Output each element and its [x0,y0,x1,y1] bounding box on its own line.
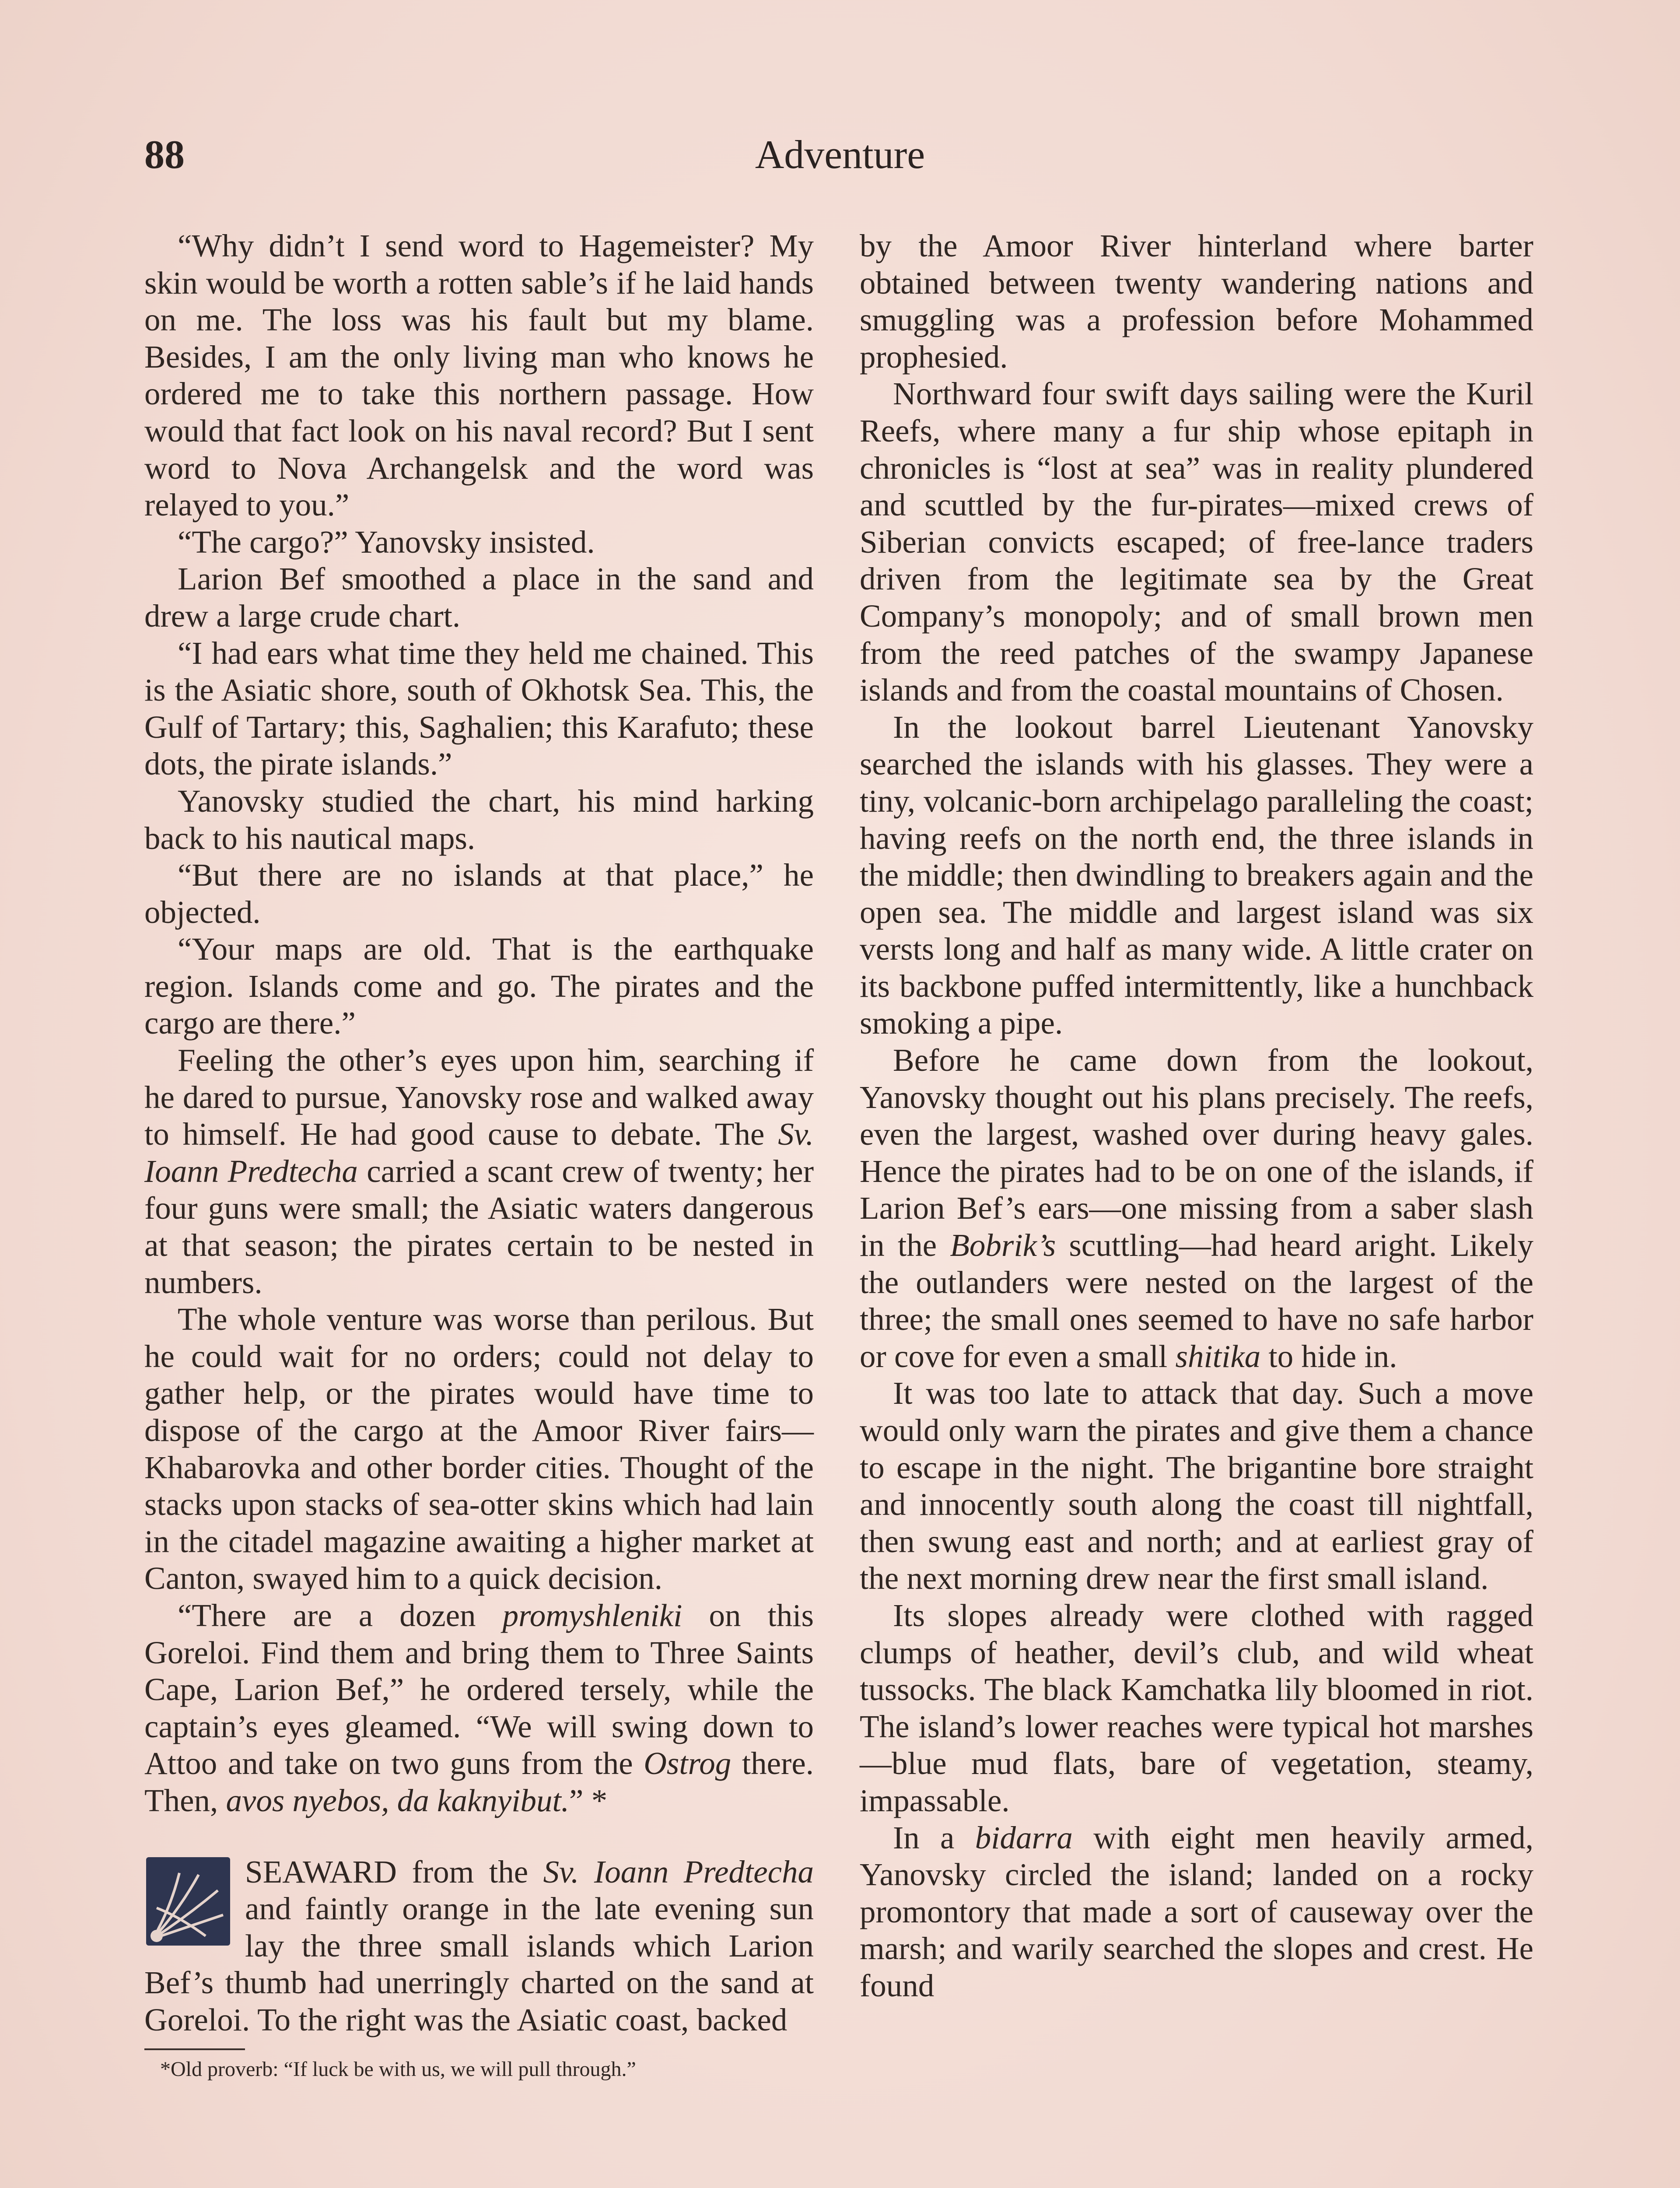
paragraph: In the lookout barrel Lieutenant Yanovsky searched the islands with his glasses. They were a tiny, volcanic-born archipelago paralleling the coast; having reefs on the north end, the three islands in the middle; then dwindling to breakers again and the open sea. The middle and largest island was six versts long and half as many wide. A little crater on its backbone puffed intermittently, like a hunchback smoking a pipe. [860,709,1533,1041]
page-header [144,131,1536,188]
page-number: 88 [144,132,185,177]
left-column [144,228,814,2083]
paragraph: “Why didn’t I send word to Hagemeister? My skin would be worth a rotten sable’s if he laid hands on me. The loss was his fault but my blame. Besides, I am the only living man who knows he ordered me to take this northern passage. How would that fact look on his naval record? But I sent word to Nova Archangelsk and the word was relayed to you.” [144,228,814,523]
magazine-title: Adventure [755,132,925,177]
ship-name: Sv. Ioann Predtecha [144,1116,814,1189]
paragraph: In a bidarra with eight men heavily armed, Yanovsky circled the island; landed on a rocky promontory that made a sort of causeway over the marsh; and warily searched the slopes and crest. He found [860,1820,1534,2003]
section-opening-paragraph: SEAWARD from the Sv. Ioann Predtecha and faintly orange in the late evening sun lay the three small islands which Larion Bef’s thumb had unerringly charted on the sand at Goreloi. To the right was the Asiatic coast, backed [144,1854,814,2037]
paragraph: by the Amoor River hinterland where barter obtained between twenty wandering nations and smuggling was a profession before Mohammed prophesied. [860,228,1533,375]
paragraph: Feeling the other’s eyes upon him, searching if he dared to pursue, Yanovsky rose and walked away to himself. He had good cause to debate. The Sv. Ioann Predtecha carried a scant crew of twenty; her four guns were small; the Asiatic waters dangerous at that season; the pirates certain to be nested in numbers. [144,1042,814,1300]
section-break [144,1854,814,2039]
paragraph: Northward four swift days sailing were the Kuril Reefs, where many a fur ship whose epitaph in chronicles is “lost at sea” was in reality plundered and scuttled by the fur-pirates—mixed crews of Siberian convicts escaped; of free-lance traders driven from the legitimate sea by the Great Company’s monopoly; and of small brown men from the reed patches of the swampy Japanese islands and from the coastal mountains of Chosen. [860,376,1533,708]
paragraph: “The cargo?” Yanovsky insisted. [178,524,595,560]
sunburst-ornament-icon [144,1855,232,1947]
right-column [860,228,1533,2005]
paragraph: “But there are no islands at that place,” he objected. [144,857,814,930]
footnote: *Old proverb: “If luck be with us, we will pull through.” [160,2057,636,2081]
paragraph: Yanovsky studied the chart, his mind harking back to his nautical maps. [144,783,814,856]
paragraph: “I had ears what time they held me chained. This is the Asiatic shore, south of Okhotsk Sea. This, the Gulf of Tartary; this, Saghalien; this Karafuto; these dots, the pirate islands.” [144,635,814,782]
paragraph: Its slopes already were clothed with ragged clumps of heather, devil’s club, and wild wheat tussocks. The black Kamchatka lily bloomed in riot. The island’s lower reaches were typical hot marshes—blue mud flats, bare of vegetation, steamy, impassable. [860,1597,1533,1818]
paragraph: Before he came down from the lookout, Yanovsky thought out his plans precisely. The reefs, even the largest, washed over during heavy gales. Hence the pirates had to be on one of the islands, if Larion Bef’s ears—one missing from a saber slash in the Bobrik’s scuttling—had heard aright. Likely the outlanders were nested on the largest of the three; the small ones seemed to have no safe harbor or cove for even a small shitika to hide in. [860,1042,1534,1374]
footnote-divider [144,2048,245,2050]
paragraph: Larion Bef smoothed a place in the sand and drew a large crude chart. [144,561,814,634]
paragraph: “Your maps are old. That is the earthquake region. Islands come and go. The pirates and the cargo are there.” [144,931,814,1041]
paragraph: The whole venture was worse than perilous. But he could wait for no orders; could not delay to gather help, or the pirates would have time to dispose of the cargo at the Amoor River fairs—Khabarovka and other border cities. Thought of the stacks upon stacks of sea-otter skins which had lain in the citadel magazine awaiting a higher market at Canton, swayed him to a quick decision. [144,1301,814,1596]
paragraph: It was too late to attack that day. Such a move would only warn the pirates and give them a chance to escape in the night. The brigantine bore straight and innocently south along the coast till nightfall, then swung east and north; and at earliest gray of the next morning drew near the first small island. [860,1375,1533,1596]
paragraph: “There are a dozen promyshleniki on this Goreloi. Find them and bring them to Three Saints Cape, Larion Bef,” he ordered tersely, while the captain’s eyes gleamed. “We will swing down to Attoo and take on two guns from the Ostrog there. Then, avos nyebos, da kaknyibut.” * [144,1597,814,1818]
